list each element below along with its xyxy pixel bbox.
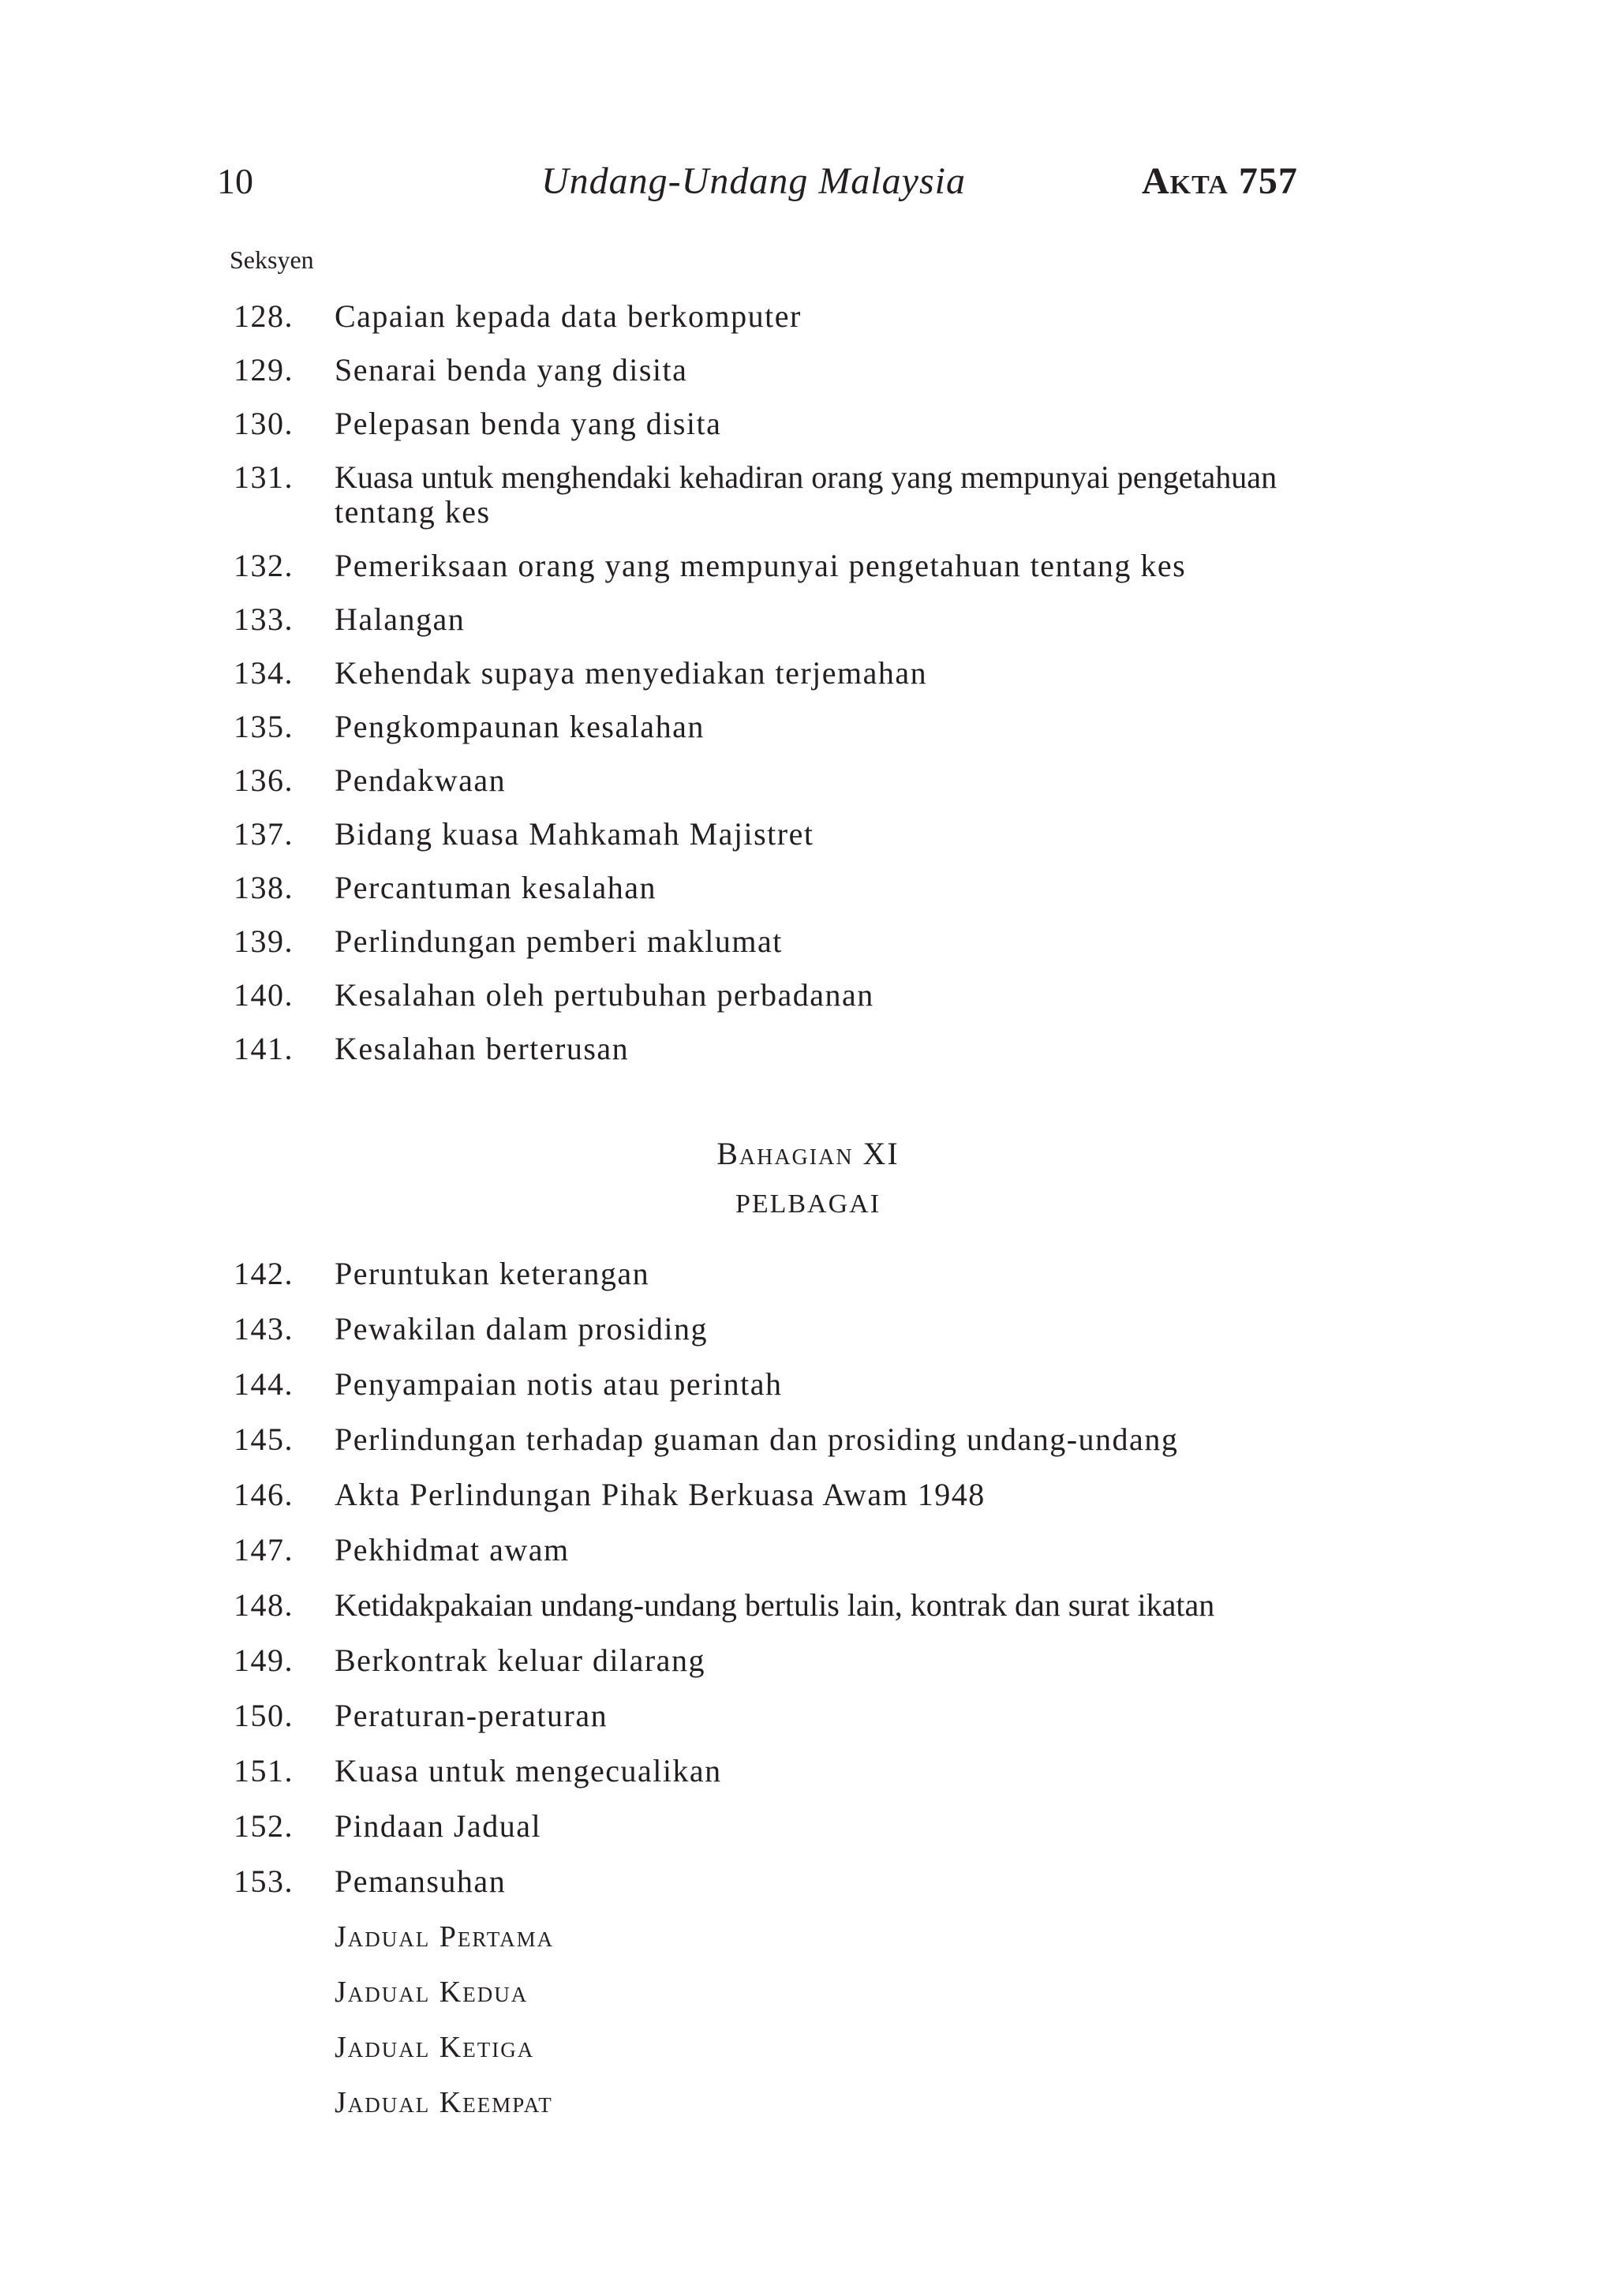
section-number: 150. xyxy=(234,1698,294,1733)
section-title: Perlindungan pemberi maklumat xyxy=(335,923,783,959)
section-number: 144. xyxy=(234,1366,294,1402)
section-number: 151. xyxy=(234,1753,294,1788)
section-number: 128. xyxy=(234,298,294,334)
running-title: Undang-Undang Malaysia xyxy=(541,160,966,202)
section-title: Pelepasan benda yang disita xyxy=(335,406,722,441)
section-title: Pewakilan dalam prosiding xyxy=(335,1311,708,1347)
section-number: 139. xyxy=(234,923,294,959)
section-number: 145. xyxy=(234,1421,294,1457)
section-number: 137. xyxy=(234,816,294,852)
section-title: Bidang kuasa Mahkamah Majistret xyxy=(335,816,814,852)
section-title: Senarai benda yang disita xyxy=(335,352,688,388)
section-title: Kesalahan oleh pertubuhan perbadanan xyxy=(335,977,874,1013)
section-number: 152. xyxy=(234,1808,294,1844)
section-number: 136. xyxy=(234,762,294,798)
section-number: 133. xyxy=(234,601,294,637)
section-number: 138. xyxy=(234,870,294,905)
section-title: Percantuman kesalahan xyxy=(335,870,657,905)
part-heading: Bahagian XI xyxy=(716,1136,900,1171)
schedule-second: Jadual Kedua xyxy=(335,1976,529,2009)
page-number: 10 xyxy=(217,161,253,201)
section-title: Kesalahan berterusan xyxy=(335,1031,630,1066)
section-title: Ketidakpakaian undang-undang bertulis lain, kontrak dan surat ikatan xyxy=(335,1587,1215,1623)
section-number: 132. xyxy=(234,548,294,583)
section-number: 149. xyxy=(234,1642,294,1678)
section-number: 135. xyxy=(234,709,294,744)
section-number: 129. xyxy=(234,352,294,388)
section-title: Perlindungan terhadap guaman dan prosiding undang-undang xyxy=(335,1421,1179,1457)
section-title: Pengkompaunan kesalahan xyxy=(335,709,705,744)
schedule-first: Jadual Pertama xyxy=(335,1920,555,1953)
section-number: 142. xyxy=(234,1256,294,1291)
section-number: 131. xyxy=(234,459,294,495)
section-title: Berkontrak keluar dilarang xyxy=(335,1642,705,1678)
schedule-third: Jadual Ketiga xyxy=(335,2031,535,2064)
section-title: Pemansuhan xyxy=(335,1863,507,1899)
section-title: Kuasa untuk menghendaki kehadiran orang yang mempunyai pengetahuan xyxy=(335,459,1277,495)
section-number: 134. xyxy=(234,655,294,691)
section-title: Peruntukan keterangan xyxy=(335,1256,650,1291)
schedule-fourth: Jadual Keempat xyxy=(335,2086,553,2119)
section-title: Capaian kepada data berkomputer xyxy=(335,298,802,334)
section-title: Halangan xyxy=(335,601,466,637)
section-title: Akta Perlindungan Pihak Berkuasa Awam 1948 xyxy=(335,1477,986,1512)
act-number: Akta 757 xyxy=(1142,160,1298,202)
part-subheading: PELBAGAI xyxy=(735,1189,881,1219)
column-label: Seksyen xyxy=(230,245,314,274)
section-title: Pemeriksaan orang yang mempunyai pengetahuan tentang kes xyxy=(335,548,1187,583)
section-title: Kehendak supaya menyediakan terjemahan xyxy=(335,655,928,691)
section-number: 148. xyxy=(234,1587,294,1623)
section-title: Pekhidmat awam xyxy=(335,1532,570,1567)
section-title-continuation: tentang kes xyxy=(335,494,491,530)
section-title: Pindaan Jadual xyxy=(335,1808,542,1844)
section-title: Kuasa untuk mengecualikan xyxy=(335,1753,722,1788)
section-title: Pendakwaan xyxy=(335,762,507,798)
section-number: 140. xyxy=(234,977,294,1013)
section-number: 146. xyxy=(234,1477,294,1512)
section-number: 130. xyxy=(234,406,294,441)
section-number: 143. xyxy=(234,1311,294,1347)
section-number: 141. xyxy=(234,1031,294,1066)
section-number: 147. xyxy=(234,1532,294,1567)
section-title: Peraturan-peraturan xyxy=(335,1698,608,1733)
section-title: Penyampaian notis atau perintah xyxy=(335,1366,783,1402)
section-number: 153. xyxy=(234,1863,294,1899)
